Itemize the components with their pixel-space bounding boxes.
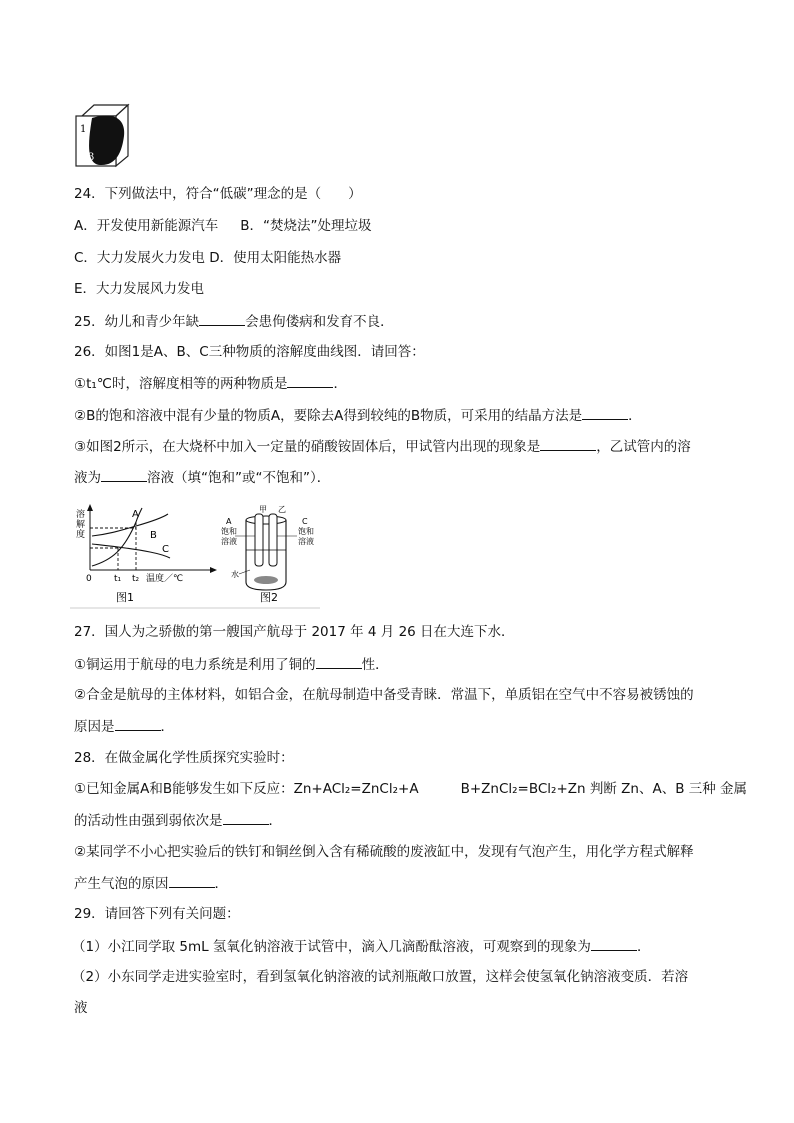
q29-stem: 29．请回答下列有关问题： bbox=[74, 906, 240, 922]
q27-sub2-cont-pre: 原因是 bbox=[74, 719, 115, 735]
q24-options-cd: C．大力发展火力发电 D．使用太阳能热水器 bbox=[74, 250, 342, 266]
q26-sub3-post: ，乙试管内的溶 bbox=[596, 439, 691, 455]
fig2-left-a: A bbox=[226, 517, 232, 526]
q28-sub1-right: B+ZnCl₂=BCl₂+Zn 判断 Zn、A、B 三种 金属 bbox=[460, 781, 748, 797]
q27-sub1-blank bbox=[316, 654, 362, 669]
q28-sub2-cont-pre: 产生气泡的原因 bbox=[74, 876, 169, 892]
q26-sub2-post: ． bbox=[628, 408, 642, 424]
figure-1 bbox=[76, 504, 217, 604]
q26-sub3-cont-blank bbox=[101, 467, 147, 482]
fig2-left-sol: 溶液 bbox=[221, 537, 237, 546]
fig1-t2: t₂ bbox=[132, 574, 140, 584]
fig1-curve-c bbox=[92, 544, 170, 558]
fig2-label-yi: 乙 bbox=[278, 505, 286, 514]
fig2-tube-yi bbox=[269, 514, 277, 566]
q26-sub3-cont bbox=[74, 467, 330, 488]
q29-part1-pre: （1）小江同学取 5mL 氢氧化钠溶液于试管中，滴入几滴酚酞溶液，可观察到的现象为 bbox=[72, 939, 591, 955]
q25 bbox=[74, 311, 394, 332]
cube-figure bbox=[72, 102, 134, 168]
q25-text-post: 会患佝偻病和发育不良． bbox=[245, 314, 394, 330]
q24-option-e: E．大力发展风力发电 bbox=[74, 281, 205, 297]
q27-sub2: ②合金是航母的主体材料，如铝合金，在航母制造中备受青睐．常温下，单质铝在空气中不容易被锈蚀的 bbox=[74, 687, 694, 703]
q27-sub2-blank bbox=[115, 716, 161, 731]
q28-sub1-cont-pre: 的活动性由强到弱依次是 bbox=[74, 813, 223, 829]
fig1-origin: 0 bbox=[86, 574, 92, 584]
cube-label-3: 3 bbox=[88, 152, 95, 163]
fig2-right-c: C bbox=[302, 517, 308, 526]
q28-sub1-blank bbox=[223, 810, 269, 825]
q26-sub2 bbox=[74, 405, 642, 426]
q26-sub2-pre: ②B的饱和溶液中混有少量的物质A，要除去A得到较纯的B物质，可采用的结晶方法是 bbox=[74, 408, 583, 424]
q26-sub3-pre: ③如图2所示，在大烧杯中加入一定量的硝酸铵固体后，甲试管内出现的现象是 bbox=[74, 439, 541, 455]
q28-sub2-cont bbox=[74, 873, 228, 894]
fig1-x-arrow bbox=[210, 567, 217, 573]
q26-sub3-blank bbox=[540, 436, 596, 451]
q25-text-pre: 25．幼儿和青少年缺 bbox=[74, 314, 200, 330]
fig1-ylabel-2: 解 bbox=[76, 520, 86, 530]
fig2-right-sol: 溶液 bbox=[298, 537, 314, 546]
fig1-caption: 图1 bbox=[116, 591, 134, 604]
q26-sub1-pre: ①t₁℃时，溶解度相等的两种物质是 bbox=[74, 376, 288, 392]
q26-sub3 bbox=[74, 436, 691, 457]
q28-stem: 28．在做金属化学性质探究实验时： bbox=[74, 750, 294, 766]
q28-sub1-cont-post: ． bbox=[268, 813, 282, 829]
q27-stem: 27．国人为之骄傲的第一艘国产航母于 2017 年 4 月 26 日在大连下水． bbox=[74, 624, 515, 640]
fig2-pointer-water bbox=[239, 570, 250, 574]
fig2-label-jia: 甲 bbox=[259, 505, 267, 514]
q27-sub1-pre: ①铜运用于航母的电力系统是利用了铜的 bbox=[74, 657, 316, 673]
q28-sub1-left: ①已知金属A和B能够发生如下反应：Zn+ACl₂=ZnCl₂+A bbox=[74, 781, 419, 797]
fig1-xlabel: 温度／℃ bbox=[146, 574, 184, 584]
q27-sub1 bbox=[74, 654, 389, 675]
q27-sub1-post: 性． bbox=[361, 657, 389, 673]
q27-sub2-cont bbox=[74, 716, 174, 737]
fig1-y-arrow bbox=[87, 504, 93, 511]
q24-option-a: A．开发使用新能源汽车 bbox=[74, 218, 219, 234]
fig1-label-c: C bbox=[162, 544, 169, 555]
q28-sub1 bbox=[74, 779, 747, 799]
q24-options-ab bbox=[74, 216, 372, 236]
figures-row bbox=[70, 500, 322, 610]
q26-sub3-cont-pre: 液为 bbox=[74, 470, 101, 486]
q29-part1 bbox=[72, 936, 650, 957]
fig2-solid bbox=[254, 576, 278, 584]
q24-option-b: B．“焚烧法”处理垃圾 bbox=[240, 218, 372, 234]
q26-sub2-blank bbox=[582, 405, 628, 420]
fig2-beaker-rim bbox=[246, 516, 286, 524]
fig1-ylabel-1: 溶 bbox=[76, 510, 86, 520]
q24-stem: 24．下列做法中，符合“低碳”理念的是（ ） bbox=[74, 186, 362, 202]
q29-part1-blank bbox=[591, 936, 637, 951]
fig1-ylabel-3: 度 bbox=[76, 530, 86, 540]
cube-drawing bbox=[72, 102, 134, 168]
q28-sub2: ②某同学不小心把实验后的铁钉和铜丝倒入含有稀硫酸的废液缸中，发现有气泡产生，用化学方程式解释 bbox=[74, 844, 694, 860]
q26-sub1 bbox=[74, 373, 347, 394]
q26-stem: 26．如图1是A、B、C三种物质的溶解度曲线图．请回答： bbox=[74, 344, 425, 360]
q27-sub2-cont-post: ． bbox=[160, 719, 174, 735]
fig2-right-sat: 饱和 bbox=[298, 527, 314, 536]
q28-sub1-cont bbox=[74, 810, 282, 831]
q28-sub2-cont-post: ． bbox=[214, 876, 228, 892]
fig1-t1: t₁ bbox=[114, 574, 122, 584]
figures-drawing bbox=[70, 500, 322, 610]
q28-sub2-blank bbox=[169, 873, 215, 888]
fig2-water: 水 bbox=[231, 570, 239, 579]
fig2-tube-jia bbox=[255, 514, 263, 566]
q29-part2: （2）小东同学走进实验室时，看到氢氧化钠溶液的试剂瓶敞口放置，这样会使氢氧化钠溶液变质．若溶 bbox=[72, 969, 689, 985]
q26-sub1-post: ． bbox=[333, 376, 347, 392]
fig1-label-b: B bbox=[150, 530, 157, 541]
fig2-caption: 图2 bbox=[260, 591, 278, 604]
q26-sub3-cont-post: 溶液（填“饱和”或“不饱和”）． bbox=[147, 470, 331, 486]
fig1-label-a: A bbox=[132, 509, 139, 520]
q26-sub1-blank bbox=[287, 373, 333, 388]
cube-label-1: 1 bbox=[80, 124, 87, 135]
fig2-left-sat: 饱和 bbox=[221, 527, 237, 536]
q25-blank bbox=[199, 311, 245, 326]
q29-part1-post: ． bbox=[636, 939, 651, 955]
figure-2 bbox=[221, 505, 314, 604]
q29-part2-cont: 液 bbox=[74, 1000, 88, 1016]
